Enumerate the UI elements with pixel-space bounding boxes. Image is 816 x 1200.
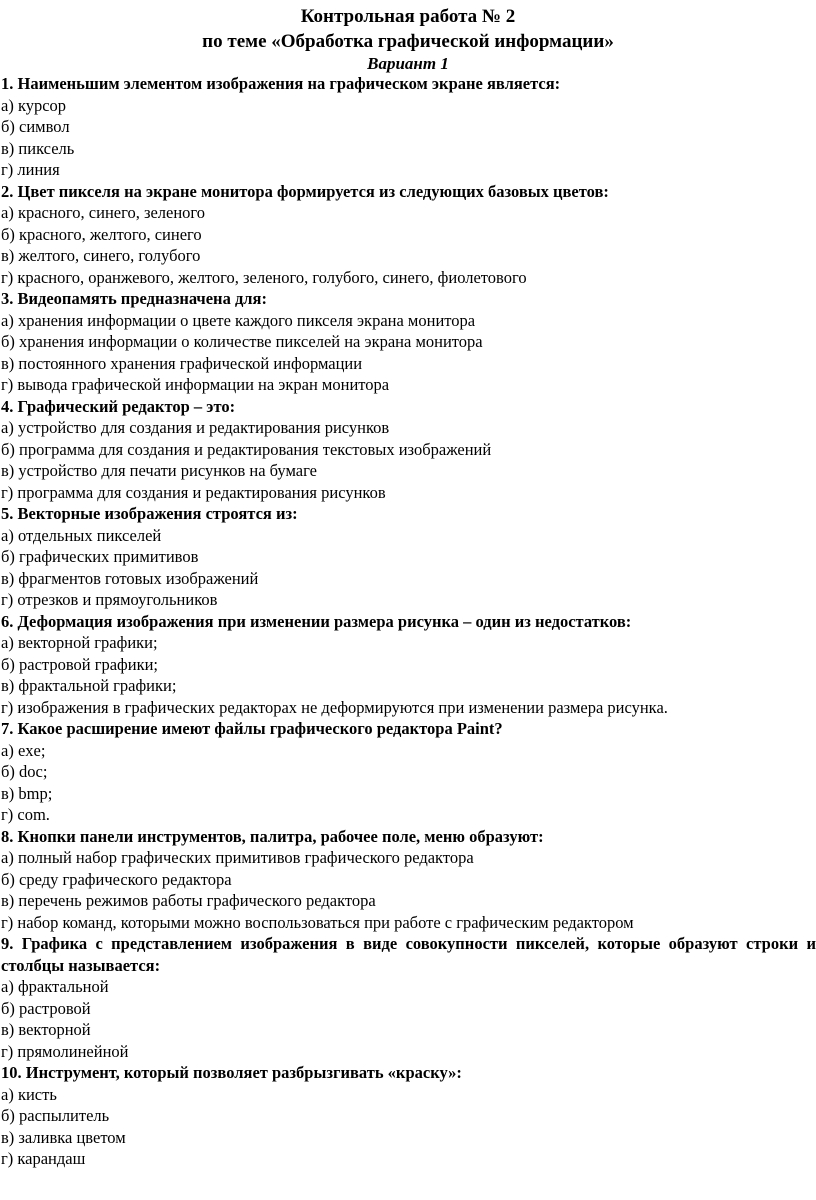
answer-option: в) устройство для печати рисунков на бумаге [1,461,317,480]
question-text: 2. Цвет пикселя на экране монитора формируется из следующих базовых цветов: [1,181,609,201]
answer-option: а) exe; [1,740,46,760]
question-4 [1,396,816,504]
question-2 [1,181,816,289]
answer-option: а) векторной графики; [1,633,158,652]
answer-option: б) распылитель [1,1106,110,1125]
answer-option: а) красного, синего, зеленого [1,203,206,222]
question-7 [1,718,816,826]
answer-option: б) растровой [1,998,91,1018]
answer-option: в) желтого, синего, голубого [1,246,201,265]
question-text: 6. Деформация изображения при изменении размера рисунка – один из недостатков: [1,611,632,631]
answer-option: б) растровой графики; [1,654,158,674]
question-text: 7. Какое расширение имеют файлы графического редактора Paint? [1,719,503,738]
question-text: 8. Кнопки панели инструментов, палитра, рабочее поле, меню образуют: [1,826,544,846]
answer-option: а) кисть [1,1084,57,1104]
answer-option: в) пиксель [1,138,75,158]
question-10 [1,1062,816,1170]
answer-option: а) фрактальной [1,977,109,996]
answer-option: г) линия [1,160,60,179]
answer-option: а) полный набор графических примитивов графического редактора [1,848,474,867]
answer-option: б) doc; [1,762,48,781]
question-9 [1,933,816,1062]
answer-option: в) постоянного хранения графической информации [1,353,363,373]
question-8 [1,826,816,934]
answer-option: г) прямолинейной [1,1041,129,1061]
answer-option: б) красного, желтого, синего [1,224,202,244]
question-text: 9. Графика с представлением изображения в виде совокупности пикселей, которые образуют строки и столбцы называется: [1,934,816,975]
answer-option: г) вывода графической информации на экран монитора [1,375,390,394]
answer-option: г) карандаш [1,1149,86,1168]
answer-option: а) устройство для создания и редактирования рисунков [1,418,390,437]
page-subtitle: по теме «Обработка графической информации» [202,31,614,52]
answer-option: г) изображения в графических редакторах не деформируются при изменении размера рисунка. [1,697,668,717]
question-text: 10. Инструмент, который позволяет разбрызгивать «краску»: [1,1063,462,1082]
question-text: 4. Графический редактор – это: [1,396,236,416]
question-text: 3. Видеопамять предназначена для: [1,289,267,308]
answer-option: а) отдельных пикселей [1,525,162,545]
question-6 [1,611,816,719]
question-text: 5. Векторные изображения строятся из: [1,504,298,523]
answer-option: в) bmp; [1,783,53,803]
question-5 [1,503,816,611]
answer-option: в) заливка цветом [1,1127,126,1147]
question-1 [1,73,816,181]
answer-option: г) красного, оранжевого, желтого, зеленого, голубого, синего, фиолетового [1,267,527,287]
questions-list [1,73,816,1170]
answer-option: б) среду графического редактора [1,869,232,889]
answer-option: в) фрагментов готовых изображений [1,568,259,588]
answer-option: в) перечень режимов работы графического редактора [1,891,376,910]
answer-option: б) символ [1,117,70,136]
answer-option: а) хранения информации о цвете каждого пикселя экрана монитора [1,310,476,330]
answer-option: б) программа для создания и редактирования текстовых изображений [1,439,492,459]
answer-option: б) графических примитивов [1,547,199,566]
answer-option: г) программа для создания и редактирования рисунков [1,482,386,502]
answer-option: а) курсор [1,95,67,115]
variant-label: Вариант 1 [367,54,449,73]
page-title: Контрольная работа № 2 [300,6,516,27]
answer-option: в) фрактальной графики; [1,676,177,695]
question-text: 1. Наименьшим элементом изображения на графическом экране является: [1,74,561,93]
question-3 [1,288,816,396]
answer-option: б) хранения информации о количестве пикселей на экрана монитора [1,332,483,351]
document-header [0,4,816,74]
answer-option: в) векторной [1,1020,91,1039]
answer-option: г) com. [1,805,50,824]
answer-option: г) набор команд, которыми можно воспользоваться при работе с графическим редактором [1,912,634,932]
answer-option: г) отрезков и прямоугольников [1,590,218,609]
